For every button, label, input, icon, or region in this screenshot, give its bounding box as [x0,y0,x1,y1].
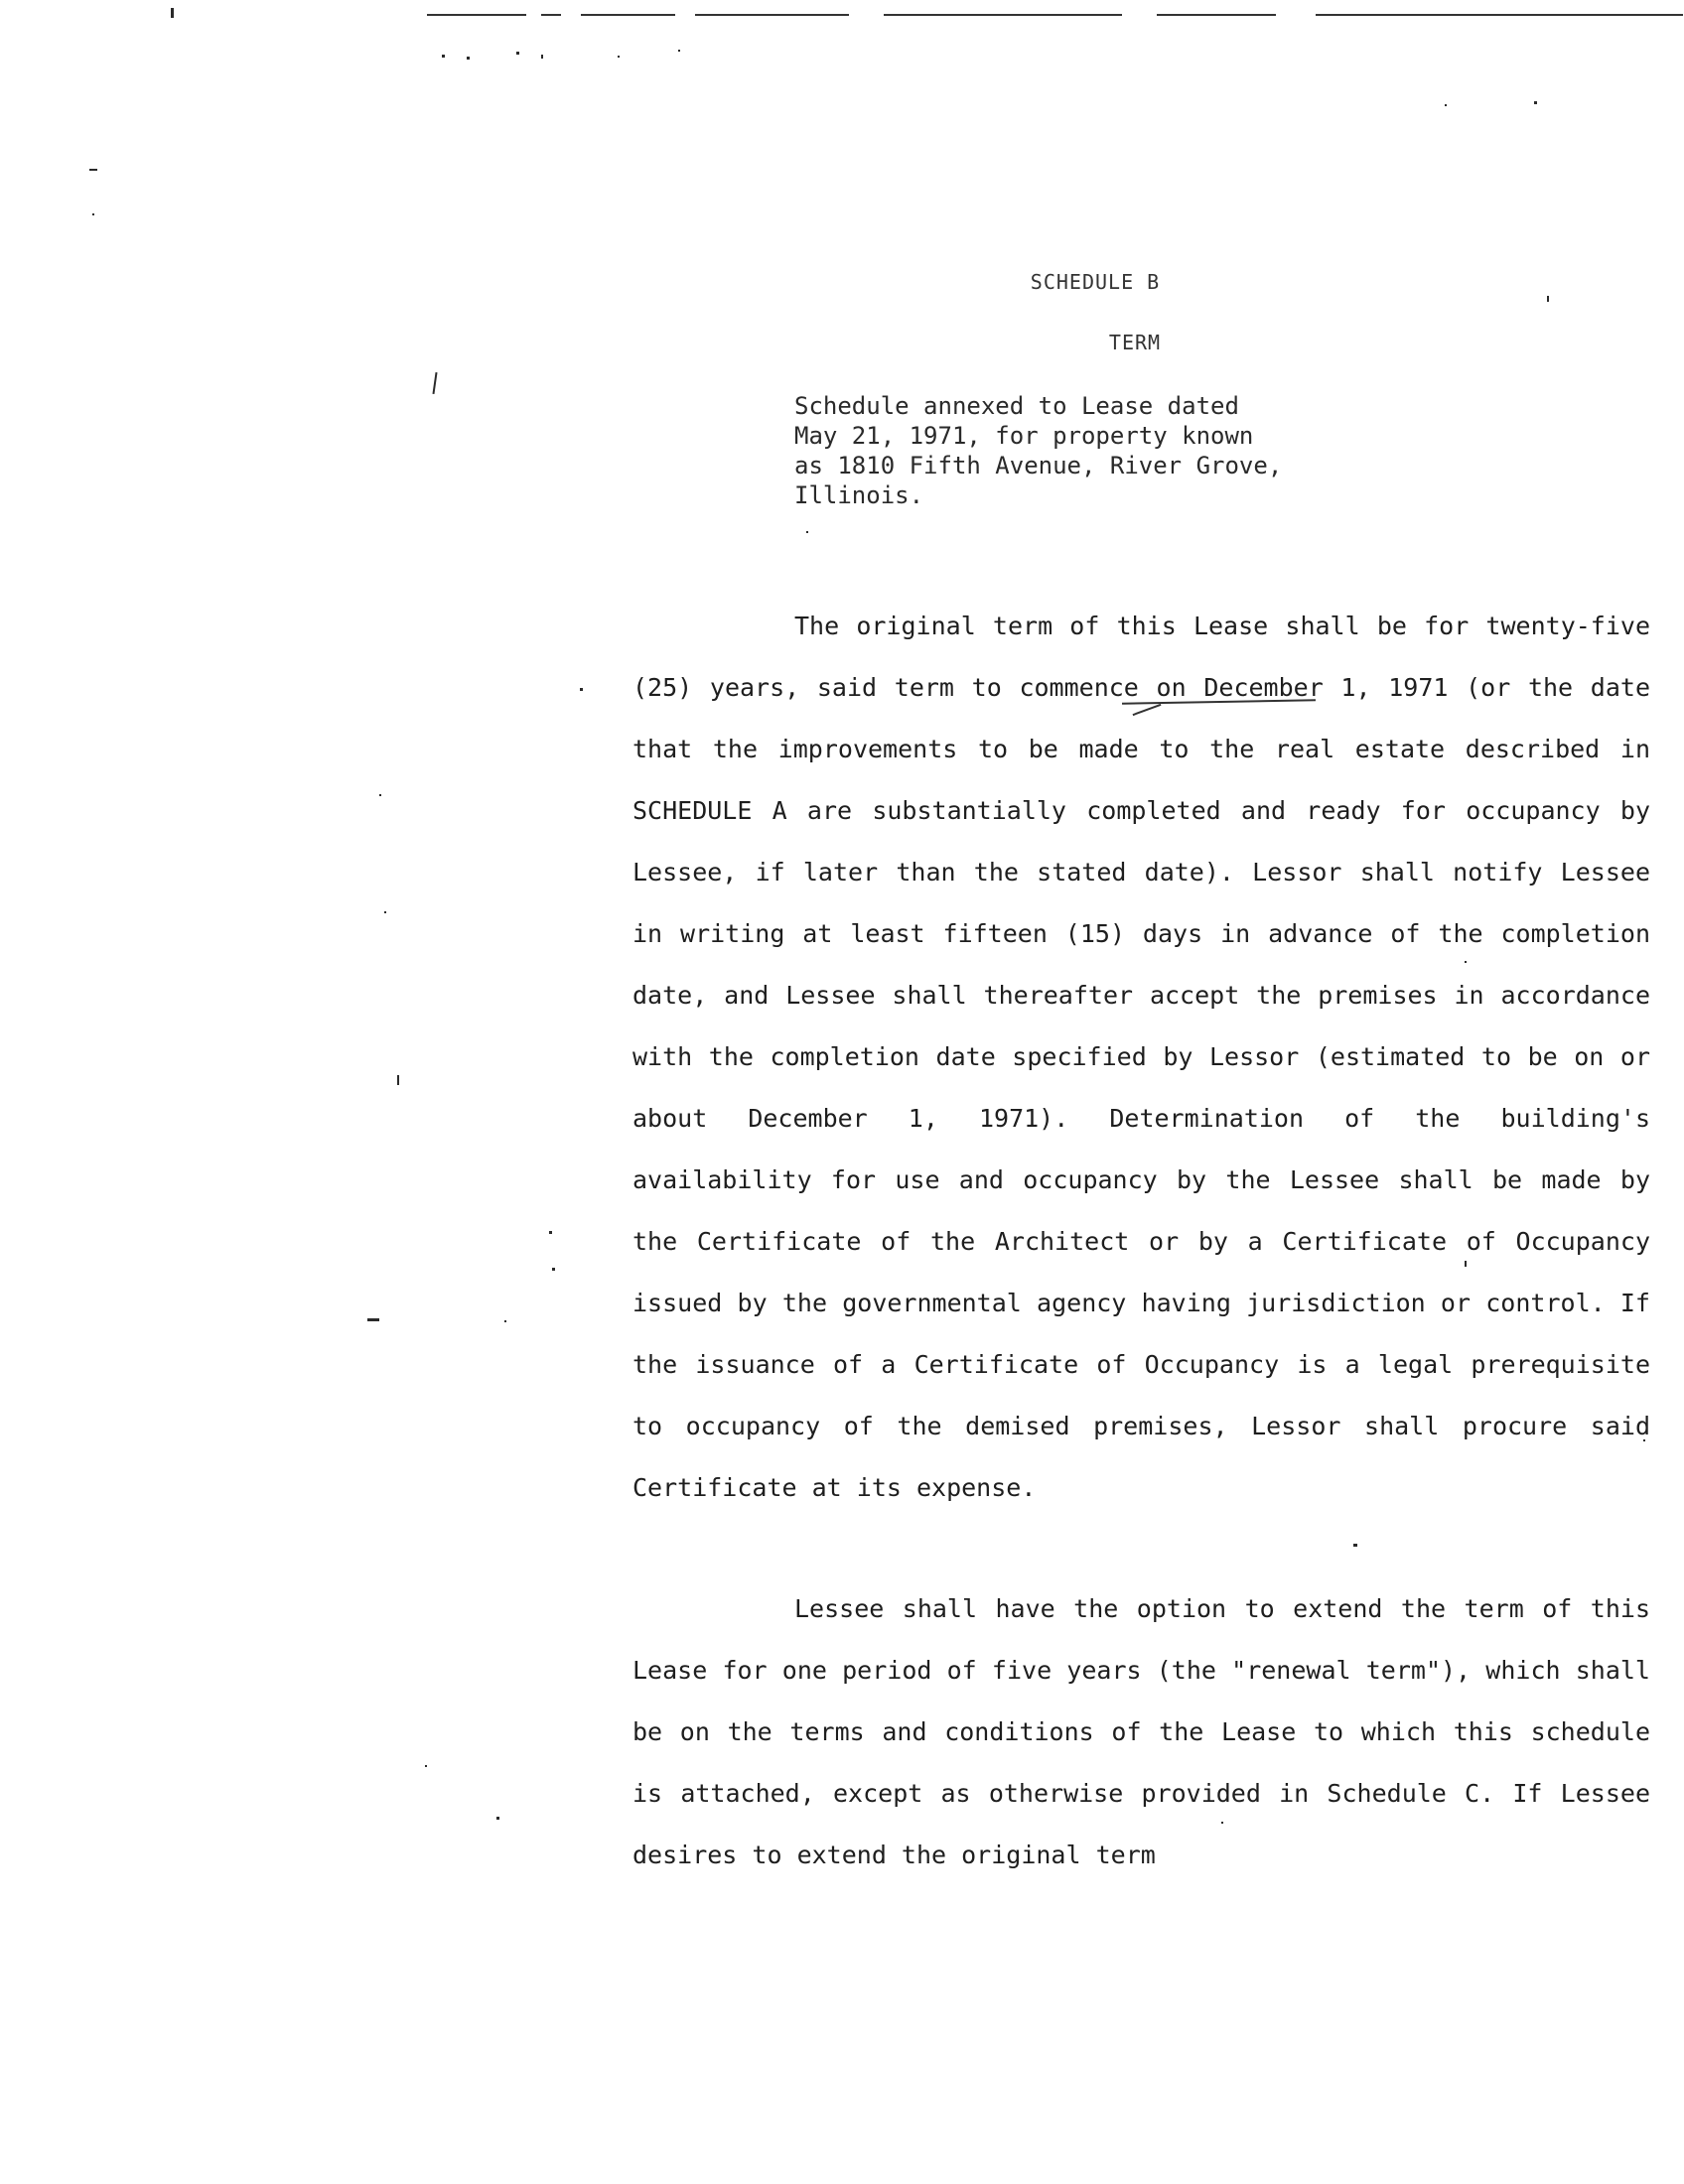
scan-speck [806,531,808,533]
scan-speck [367,1318,379,1321]
scan-speck [516,52,519,55]
scan-speck [397,1075,399,1085]
annex-note: Schedule annexed to Lease dated May 21, 1971, for property known as 1810 Fifth Avenue, River Grove, Illinois. [794,392,1283,509]
scan-speck [678,50,680,52]
term-title: TERM [1108,331,1162,354]
scan-speck [1534,101,1537,104]
scan-rule [427,14,526,16]
scan-speck [618,56,620,58]
scan-speck [89,169,97,171]
renewal-paragraph-text: Lessee shall have the option to extend the term of this Lease for one period of five years (the "renewal term"), which shall be on the terms and conditions of the Lease to which this schedule is attached, except as otherwise provided in Schedule C. If Lessee desires to extend the original term [632,1594,1650,1869]
scan-speck [549,1231,552,1234]
term-paragraph-text: The original term of this Lease shall be for twenty-five (25) years, said term to commence on December 1, 1971 (or the date that the improvements to be made to the real estate described in SCHEDULE A are substantially completed and ready for occupancy by Lessee, if later than the stated date). Lessor shall notify Lessee in writing at least fifteen (15) days in advance of the completion date, and Lessee shall thereafter accept the premises in accordance with the completion date specified by Lessor (estimated to be on or about December 1, 1971). Determination of the building's availability for use and occupancy by the Lessee shall be made by the Certificate of the Architect or by a Certificate of Occupancy issued by the governmental agency having jurisdiction or control. If the issuance of a Certificate of Occupancy is a legal prerequisite to occupancy of the demised premises, Lessor shall procure said Certificate at its expense. [632,612,1650,1502]
scan-speck [92,213,94,215]
term-paragraph [632,596,1650,1519]
scan-speck [552,1268,555,1271]
scan-speck [1353,1544,1357,1547]
scan-rule [695,14,849,16]
schedule-title: SCHEDULE B [1030,270,1161,294]
scan-speck [467,57,470,60]
scan-speck [504,1320,506,1322]
scan-speck [379,794,381,796]
scan-speck [425,1765,427,1767]
scan-speck [1445,104,1447,106]
renewal-paragraph [632,1578,1650,1886]
scan-speck [1547,296,1549,302]
scan-speck [580,688,583,691]
scan-rule [884,14,1122,16]
scan-rule [1316,14,1683,16]
scan-speck [442,55,445,58]
scan-speck [432,372,437,394]
scan-speck [384,911,386,913]
scan-speck [171,8,174,18]
scan-rule [541,14,561,16]
scan-speck [496,1817,499,1820]
scan-rule [1157,14,1276,16]
scan-rule [581,14,675,16]
scan-speck [541,55,543,59]
